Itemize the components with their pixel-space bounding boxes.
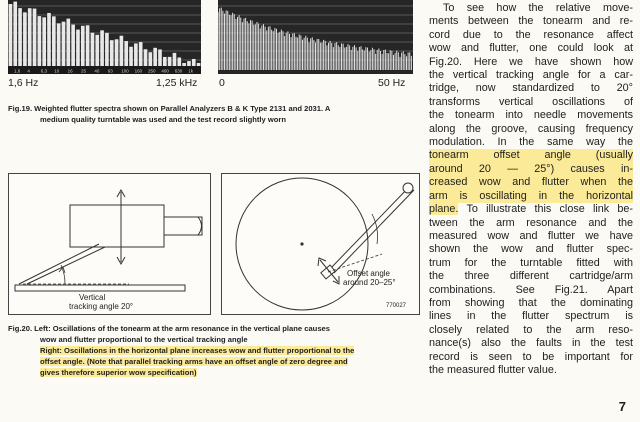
spectrum-bar	[52, 16, 56, 66]
spectrum-bar	[192, 59, 196, 66]
spectrum-bar	[163, 57, 167, 66]
spectrum-left-axis-max: 1,25 kHz	[156, 77, 198, 89]
body-line: measured wow and flutter we have	[429, 229, 633, 242]
fig20-highlighted-line: gives therefore superior wow specification)	[40, 368, 197, 377]
body-line: record is seen to be important for	[429, 350, 633, 363]
spectrum-bar	[95, 35, 99, 66]
spectrum-bar	[120, 36, 124, 66]
spectrum-bar	[91, 33, 95, 66]
spectrum-tick-label: 400	[161, 68, 169, 74]
spectrum-bar	[18, 8, 22, 66]
flutter-spectrum-left-graph	[8, 0, 201, 74]
body-line: the three different cartridge/arm	[429, 270, 633, 283]
spectrum-right-axis-max: 50 Hz	[378, 77, 406, 89]
body-highlight-end: plane.	[429, 203, 459, 216]
body-line: closely related to the arm reso-	[429, 323, 633, 336]
tonearm-tube	[164, 217, 202, 235]
spectrum-tick-label: 630	[174, 68, 183, 74]
spectrum-bar	[124, 41, 128, 66]
spectrum-bar	[187, 61, 191, 66]
body-line: transforms vertical oscillations of	[429, 95, 633, 108]
tick-strip	[8, 66, 201, 74]
spectrum-bar	[42, 17, 46, 66]
body-line: tridge, now standardized to 20°	[429, 82, 633, 95]
body-line: shown the wow and flutter spec-	[429, 243, 633, 256]
spectrum-bar	[33, 9, 37, 66]
spectrum-bar	[47, 13, 51, 66]
spectrum-bar	[105, 33, 109, 66]
spectrum-left-axis-min: 1,6 Hz	[8, 77, 39, 89]
flutter-spectrum-right	[218, 0, 413, 74]
body-line: modulation. In the same way the	[429, 136, 633, 149]
spectrum-tick-label: 40	[94, 68, 100, 74]
body-line: Fig.20. Here we have shown how	[429, 55, 633, 68]
offset-angle-label-1: Offset angle	[347, 269, 390, 278]
spectrum-bar	[168, 57, 172, 66]
spectrum-bar	[153, 48, 157, 66]
spectrum-bar	[139, 42, 143, 66]
spectrum-bar	[129, 47, 133, 66]
spectrum-tick-label: 100	[121, 68, 129, 74]
body-highlight-line: tonearm offset angle (usually	[429, 149, 633, 162]
body-highlight-line: arm is oscillating in the horizontal	[429, 189, 633, 202]
body-line-tail: To illustrate this close link be-	[458, 203, 633, 216]
spectrum-bar	[197, 63, 201, 66]
body-line: tween the arm resonance and the	[429, 216, 633, 229]
body-line: wow and flutter, one could look at	[429, 42, 633, 55]
spectrum-bar	[76, 30, 80, 66]
fig20-caption-line: wow and flutter proportional to the vertical tracking angle	[40, 335, 248, 344]
flutter-spectrum-left	[8, 0, 201, 74]
body-line: To see how the relative move-	[443, 2, 633, 14]
body-line: nance(s) also the faults in the test	[429, 337, 633, 350]
spectrum-bar	[67, 19, 71, 66]
page-number: 7	[618, 399, 626, 414]
spindle	[300, 242, 303, 245]
body-line: combinations. See Fig.21. Apart	[429, 283, 633, 296]
vertical-tracking-label-1: Vertical	[79, 293, 106, 302]
spectrum-tick-label: 63	[107, 68, 113, 74]
offset-angle-drawing	[222, 174, 419, 314]
record-surface	[15, 285, 185, 291]
body-highlight-line: around 20 — 25°) causes in-	[429, 162, 633, 175]
spectrum-tick-label: 16	[67, 68, 73, 74]
fig20-highlighted-line: Right: Oscillations in the horizontal plane increases wow and flutter proportional to the	[40, 346, 355, 355]
fig20-caption-line: Fig.20. Left: Oscillations of the tonearm at the arm resonance in the vertical plane causes	[8, 324, 330, 333]
body-line: along the groove, causing frequency	[429, 122, 633, 135]
body-text-column	[429, 2, 633, 377]
vertical-tracking-diagram	[8, 173, 211, 315]
fig19-caption-line: medium quality turntable was used and the test record slightly worn	[40, 115, 286, 124]
spectrum-bar	[158, 49, 162, 66]
figure-code: 770027	[386, 303, 407, 309]
body-line: the measured flutter value.	[429, 363, 557, 376]
spectrum-bar	[62, 22, 66, 66]
body-line: ments between the tonearm and re-	[429, 15, 633, 28]
spectrum-tick-label: 160	[134, 68, 143, 74]
spectrum-tick-label: 6,3	[40, 68, 48, 74]
spectrum-tick-label: 25	[81, 68, 87, 74]
spectrum-bar	[134, 43, 138, 66]
spectrum-bar	[71, 25, 75, 66]
body-line: the vertical tracking angle for a car-	[429, 69, 633, 82]
spectrum-bar	[173, 53, 177, 66]
body-line: trum for the turntable fitted with	[429, 256, 633, 269]
body-line-mixed	[429, 203, 633, 216]
fig19-caption	[8, 103, 410, 125]
fig20-highlighted-line: offset angle. (Note that parallel tracking arms have an offset angle of zero degree and	[40, 357, 348, 366]
body-line: lines in the flutter spectrum is	[429, 310, 633, 323]
spectrum-bar	[9, 4, 13, 66]
spectrum-bar	[86, 25, 90, 66]
spectrum-bar	[115, 39, 119, 66]
spectrum-bar	[23, 12, 27, 66]
spectrum-tick-label: 250	[148, 68, 156, 74]
spectrum-bar	[28, 8, 32, 66]
offset-angle-label-2: around 20–25°	[343, 278, 396, 287]
spectrum-bar	[144, 49, 148, 66]
vertical-tracking-drawing	[9, 174, 210, 314]
fig19-caption-line: Fig.19. Weighted flutter spectra shown on Parallel Analyzers B & K Type 2131 and 2031. A	[8, 104, 331, 113]
fig20-caption	[8, 323, 418, 378]
tonearm-body	[70, 205, 164, 247]
spectrum-tick-label: 10	[54, 68, 60, 74]
offset-angle-diagram	[221, 173, 420, 315]
spectrum-right-axis-min: 0	[219, 77, 225, 89]
spectrum-bar	[38, 16, 42, 66]
body-line: from showing that the dominating	[429, 296, 633, 309]
spectrum-bar	[81, 26, 85, 66]
spectrum-bar	[177, 57, 181, 66]
spectrum-tick-label: 1,6	[14, 68, 21, 74]
flutter-spectrum-right-graph	[218, 0, 413, 74]
spectrum-bar	[149, 52, 153, 66]
spectrum-bar	[100, 30, 104, 66]
vertical-tracking-label-2: tracking angle 20°	[69, 302, 134, 311]
spectrum-bar	[13, 2, 17, 66]
body-line: the tonearm into needle movements	[429, 109, 633, 122]
spectrum-tick-label: 4	[27, 68, 30, 74]
body-line: cord due to the resonance affect	[429, 28, 633, 41]
spectrum-bar	[182, 63, 186, 66]
spectrum-bar	[57, 23, 61, 66]
spectrum-bar	[110, 40, 114, 66]
pivot-icon	[403, 183, 413, 193]
body-highlight-line: creased wow and flutter when the	[429, 176, 633, 189]
spectrum-tick-label: 1k	[188, 68, 193, 74]
